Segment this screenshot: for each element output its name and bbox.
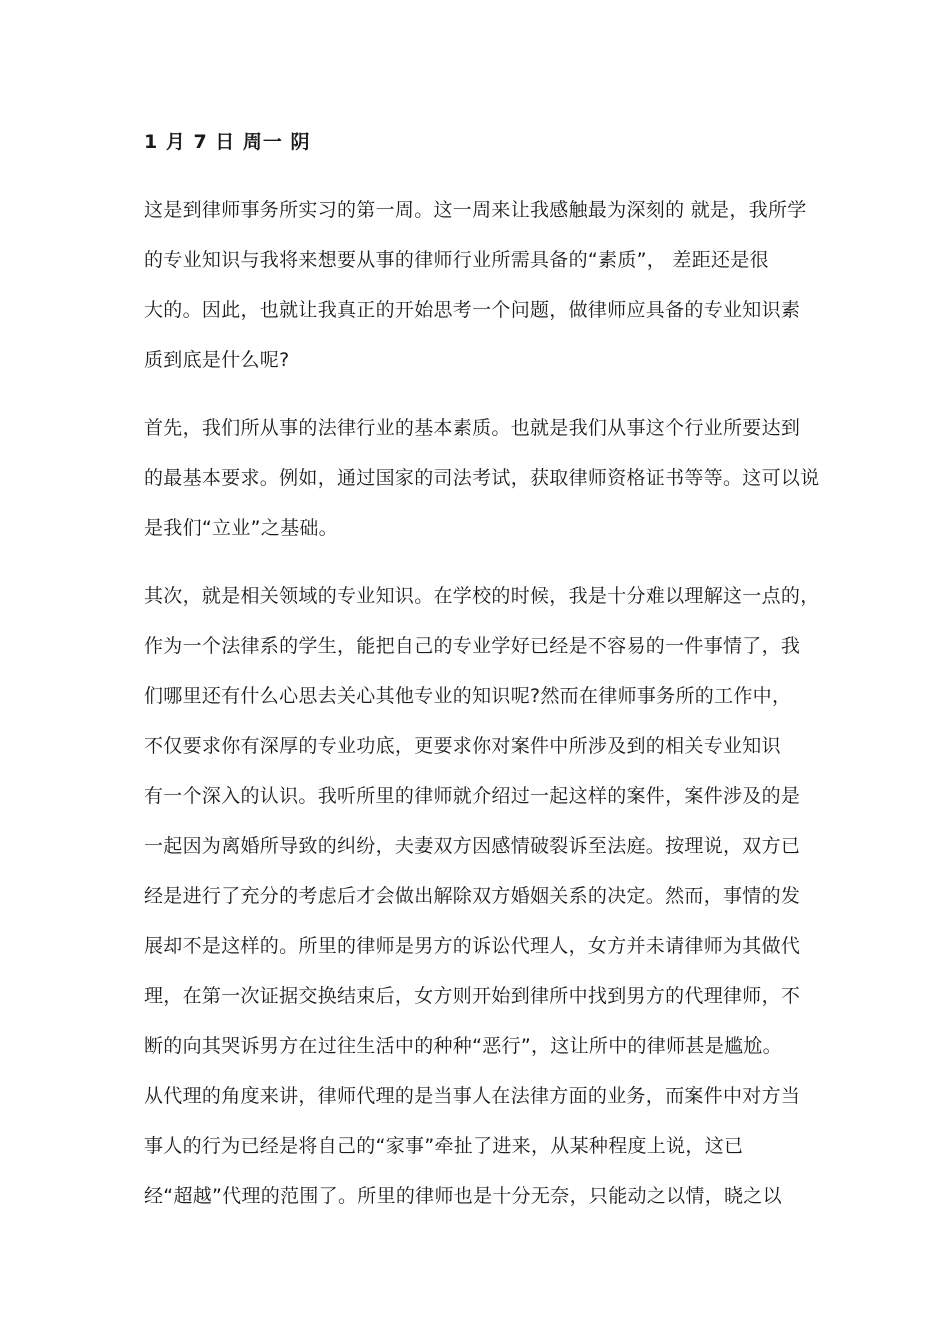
text-line: 的最基本要求。例如，通过国家的司法考试，获取律师资格证书等等。这可以说 — [144, 467, 820, 489]
text-line: 大的。因此，也就让我真正的开始思考一个问题，做律师应具备的专业知识素 — [144, 299, 801, 321]
text-line: 一起因为离婚所导致的纠纷，夫妻双方因感情破裂诉至法庭。按理说，双方已 — [144, 835, 801, 857]
text-line: 是我们“立业”之基础。 — [144, 517, 338, 539]
text-line: 的专业知识与我将来想要从事的律师行业所需具备的“素质”， 差距还是很 — [144, 249, 769, 271]
text-line: 断的向其哭诉男方在过往生活中的种种“恶行”，这让所中的律师甚是尴尬。 — [144, 1035, 782, 1057]
text-line: 其次，就是相关领域的专业知识。在学校的时候，我是十分难以理解这一点的， — [144, 585, 820, 607]
text-line: 作为一个法律系的学生，能把自己的专业学好已经是不容易的一件事情了，我 — [144, 635, 801, 657]
text-line: 经“超越”代理的范围了。所里的律师也是十分无奈，只能动之以情，晓之以 — [144, 1185, 782, 1207]
text-line: 们哪里还有什么心思去关心其他专业的知识呢?然而在律师事务所的工作中， — [144, 685, 792, 707]
text-line: 首先，我们所从事的法律行业的基本素质。也就是我们从事这个行业所要达到 — [144, 417, 801, 439]
diary-date-heading: 1 月 7 日 周一 阴 — [144, 131, 311, 153]
text-line: 经是进行了充分的考虑后才会做出解除双方婚姻关系的决定。然而，事情的发 — [144, 885, 801, 907]
text-line: 理，在第一次证据交换结束后，女方则开始到律所中找到男方的代理律师，不 — [144, 985, 801, 1007]
text-line: 展却不是这样的。所里的律师是男方的诉讼代理人，女方并未请律师为其做代 — [144, 935, 801, 957]
text-line: 从代理的角度来讲，律师代理的是当事人在法律方面的业务，而案件中对方当 — [144, 1085, 801, 1107]
text-line: 事人的行为已经是将自己的“家事”牵扯了进来，从某种程度上说，这已 — [144, 1135, 744, 1157]
text-line: 质到底是什么呢? — [144, 349, 290, 371]
text-line: 不仅要求你有深厚的专业功底，更要求你对案件中所涉及到的相关专业知识 — [144, 735, 781, 757]
text-line: 有一个深入的认识。我听所里的律师就介绍过一起这样的案件，案件涉及的是 — [144, 785, 801, 807]
text-line: 这是到律师事务所实习的第一周。这一周来让我感触最为深刻的 就是，我所学 — [144, 199, 807, 221]
